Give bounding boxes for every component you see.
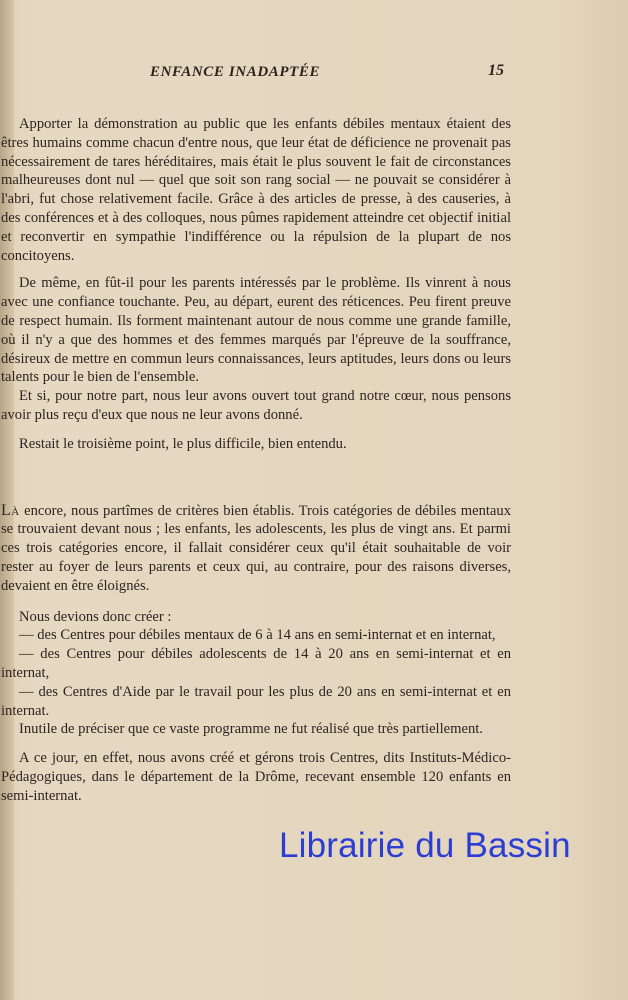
list-item-3: — des Centres d'Aide par le travail pour les plus de 20 ans en semi-internat et en internat. <box>1 683 511 719</box>
paragraph-1: Apporter la démonstration au public que les enfants débiles mentaux étaient des êtres humains comme chacun d'entre nous, que leur état de déficience ne provenait pas nécessairement de tares héréditaires, mais était le plus souvent le fait de circonstances malheureuses dont nul — quel que soit son rang social — ne pouvait se considérer à l'abri, fut chose relativement facile. Grâce à des articles de presse, à des causeries, à des conférences et à des colloques, nous pûmes rapidement atteindre cet objectif initial et reconvertir en sympathie l'indifférence ou la répulsion de la plupart de nos concitoyens. <box>1 116 511 264</box>
list-item-1: — des Centres pour débiles mentaux de 6 à 14 ans en semi-internat et en internat, <box>19 627 496 644</box>
watermark-text: Librairie du Bassin <box>279 826 571 865</box>
paragraph-5-text: encore, nous partîmes de critères bien établis. Trois catégories de débiles mentaux se trouvaient devant nous ; les enfants, les adolescents, les plus de vingt ans. Et parmi ces trois catégories encore, il fallait considérer ceux qu'il était souhaitable de voir rester au foyer de leurs parents et ceux qui, au contraire, pour des raisons diverses, devaient en être éloignés. <box>1 502 511 594</box>
drop-cap: Là <box>1 501 20 519</box>
paragraph-3: Et si, pour notre part, nous leur avons ouvert tout grand notre cœur, nous pensons avoir plus reçu d'eux que nous ne leur avons donné. <box>1 388 511 423</box>
paragraph-2: De même, en fût-il pour les parents intéressés par le problème. Ils vinrent à nous avec une confiance touchante. Peu, au départ, eurent des réticences. Peu firent preuve de respect humain. Ils forment maintenant autour de nous comme une grande famille, où il n'y a que des hommes et des femmes marqués par l'épreuve de la souffrance, désireux de mettre en commun leurs connaissances, leurs aptitudes, leurs dons ou leurs talents pour le bien de l'ensemble. <box>1 275 511 386</box>
body-text <box>1 115 511 806</box>
paragraph-7: Inutile de préciser que ce vaste programme ne fut réalisé que très partiellement. <box>19 721 483 738</box>
paragraph-8: A ce jour, en effet, nous avons créé et gérons trois Centres, dits Instituts-Médico-Pédagogiques, dans le département de la Drôme, recevant ensemble 120 enfants en semi-internat. <box>1 750 511 804</box>
page-header <box>0 62 628 86</box>
page-number: 15 <box>488 62 504 79</box>
paragraph-4: Restait le troisième point, le plus difficile, bien entendu. <box>19 435 347 452</box>
paragraph-6: Nous devions donc créer : <box>19 608 172 625</box>
paragraph-5 <box>1 502 511 596</box>
running-title: ENFANCE INADAPTÉE <box>150 64 321 80</box>
list-item-2: — des Centres pour débiles adolescents de 14 à 20 ans en semi-internat et en internat, <box>1 646 511 681</box>
